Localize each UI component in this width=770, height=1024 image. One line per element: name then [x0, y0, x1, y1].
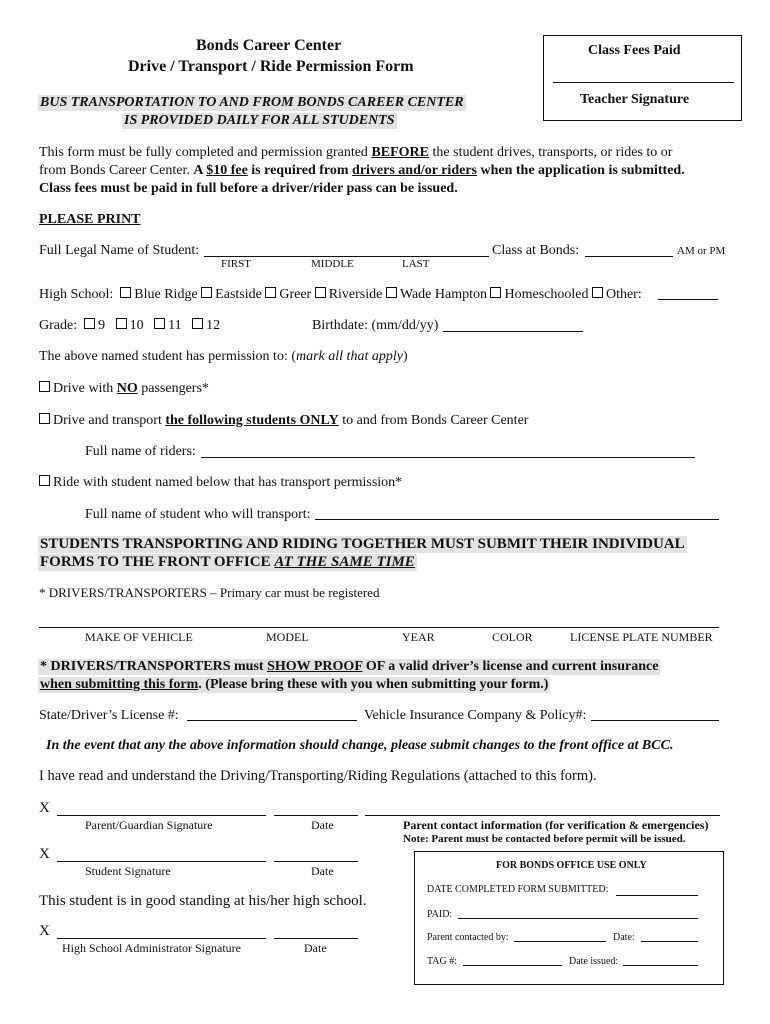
checkbox-icon: [154, 318, 165, 329]
high-school-row: [39, 287, 642, 303]
student-date-caption: Date: [311, 864, 334, 878]
permission-intro: The above named student has permission to: (mark all that apply): [39, 349, 408, 364]
form-org-title: Bonds Career Center: [196, 37, 342, 54]
am-pm-caption: AM or PM: [677, 245, 726, 257]
transporter-field[interactable]: [315, 519, 719, 520]
admin-x-mark: X: [39, 923, 50, 939]
checkbox-icon: [265, 287, 276, 298]
change-notice: In the event that any the above information should change, please submit changes to the front office at BCC.: [46, 738, 674, 753]
checkbox-icon: [116, 318, 127, 329]
admin-date-field[interactable]: [274, 938, 358, 939]
grade-option-12[interactable]: 12: [192, 318, 220, 333]
together-notice-line1: STUDENTS TRANSPORTING AND RIDING TOGETHER MUST SUBMIT THEIR INDIVIDUAL: [40, 536, 685, 552]
admin-signature-field[interactable]: [57, 938, 266, 939]
office-use-title: FOR BONDS OFFICE USE ONLY: [496, 860, 647, 871]
birthdate-label: Birthdate: (mm/dd/yy): [312, 318, 439, 333]
class-at-bonds-label: Class at Bonds:: [492, 243, 580, 258]
checkbox-icon: [39, 413, 50, 424]
insurance-field[interactable]: [591, 720, 719, 721]
student-name-field[interactable]: [204, 256, 489, 257]
hs-option-greer[interactable]: Greer: [265, 287, 311, 302]
grade-option-9[interactable]: 9: [84, 318, 105, 333]
student-signature-field[interactable]: [57, 861, 266, 862]
intro-line2: from Bonds Career Center. A $10 fee is required from drivers and/or riders when the application is submitted.: [39, 163, 685, 178]
teacher-signature-line[interactable]: [553, 82, 734, 83]
license-label: State/Driver’s License #:: [39, 708, 179, 723]
drive-no-passengers-option[interactable]: Drive with NO passengers*: [39, 381, 209, 397]
fee-emphasis: $10 fee: [206, 163, 248, 178]
checkbox-icon: [39, 381, 50, 392]
contacted-date-field[interactable]: [641, 941, 698, 942]
middle-caption: MIDDLE: [311, 258, 354, 270]
hs-option-blue-ridge[interactable]: Blue Ridge: [120, 287, 197, 302]
high-school-label: High School:: [39, 287, 114, 302]
paid-label: PAID:: [427, 909, 453, 920]
riders-label: Full name of riders:: [85, 444, 196, 459]
together-notice-line2: FORMS TO THE FRONT OFFICE AT THE SAME TIME: [40, 554, 415, 570]
riders-field[interactable]: [201, 457, 695, 458]
teacher-signature-label: Teacher Signature: [580, 92, 690, 107]
date-issued-field[interactable]: [623, 965, 698, 966]
class-fees-box: [543, 35, 742, 121]
checkbox-icon: [84, 318, 95, 329]
checkbox-icon: [386, 287, 397, 298]
drive-and-transport-option[interactable]: Drive and transport the following students ONLY to and from Bonds Career Center: [39, 413, 528, 429]
transporter-label: Full name of student who will transport:: [85, 507, 311, 522]
parent-contact-field[interactable]: [365, 815, 720, 816]
grade-row: [39, 318, 220, 334]
vehicle-col-year: YEAR: [402, 630, 435, 644]
birthdate-field[interactable]: [443, 331, 583, 332]
hs-option-wade-hampton[interactable]: Wade Hampton: [386, 287, 487, 302]
parent-date-field[interactable]: [274, 815, 358, 816]
student-signature-caption: Student Signature: [85, 864, 171, 878]
checkbox-icon: [201, 287, 212, 298]
regulations-statement: I have read and understand the Driving/Transporting/Riding Regulations (attached to this form).: [39, 768, 597, 784]
vehicle-col-color: COLOR: [492, 630, 533, 644]
vehicle-info-field[interactable]: [39, 627, 719, 628]
license-field[interactable]: [187, 720, 357, 721]
last-caption: LAST: [402, 258, 430, 270]
checkbox-icon: [39, 475, 50, 486]
first-caption: FIRST: [221, 258, 251, 270]
intro-line1: This form must be fully completed and permission granted BEFORE the student drives, transports, or rides to or: [39, 145, 673, 160]
student-name-label: Full Legal Name of Student:: [39, 243, 200, 258]
checkbox-icon: [120, 287, 131, 298]
grade-option-11[interactable]: 11: [154, 318, 181, 333]
vehicle-col-model: MODEL: [266, 630, 309, 644]
student-x-mark: X: [39, 846, 50, 862]
intro-line3: Class fees must be paid in full before a driver/rider pass can be issued.: [39, 181, 458, 196]
parent-x-mark: X: [39, 800, 50, 816]
tag-label: TAG #:: [427, 956, 458, 967]
parent-contacted-field[interactable]: [514, 941, 606, 942]
parent-signature-field[interactable]: [57, 815, 266, 816]
parent-signature-caption: Parent/Guardian Signature: [85, 818, 213, 832]
vehicle-col-make: MAKE OF VEHICLE: [85, 630, 193, 644]
ride-with-student-option[interactable]: Ride with student named below that has transport permission*: [39, 475, 402, 491]
date-completed-label: DATE COMPLETED FORM SUBMITTED:: [427, 884, 609, 895]
hs-option-homeschooled[interactable]: Homeschooled: [490, 287, 588, 302]
checkbox-icon: [490, 287, 501, 298]
other-school-field[interactable]: [658, 299, 718, 300]
please-print-heading: PLEASE PRINT: [39, 212, 141, 227]
hs-option-riverside[interactable]: Riverside: [315, 287, 383, 302]
proof-notice-line1: * DRIVERS/TRANSPORTERS must SHOW PROOF OF a valid driver’s license and current insurance: [40, 659, 659, 674]
office-use-box: [414, 851, 724, 985]
before-emphasis: BEFORE: [371, 145, 430, 160]
tag-field[interactable]: [463, 965, 562, 966]
insurance-label: Vehicle Insurance Company & Policy#:: [364, 708, 587, 723]
parent-contact-caption: Parent contact information (for verification & emergencies): [403, 818, 709, 832]
admin-signature-caption: High School Administrator Signature: [62, 941, 241, 955]
hs-option-other[interactable]: Other:: [592, 287, 642, 302]
checkbox-icon: [192, 318, 203, 329]
good-standing-statement: This student is in good standing at his/her high school.: [39, 893, 367, 909]
proof-notice-line2: when submitting this form. (Please bring these with you when submitting your form.): [40, 677, 549, 692]
hs-option-eastside[interactable]: Eastside: [201, 287, 262, 302]
checkbox-icon: [315, 287, 326, 298]
contacted-date-label: Date:: [613, 932, 635, 943]
student-date-field[interactable]: [274, 861, 358, 862]
form-title: Drive / Transport / Ride Permission Form: [128, 58, 414, 75]
paid-field[interactable]: [458, 918, 698, 919]
parent-contacted-label: Parent contacted by:: [427, 932, 509, 943]
grade-option-10[interactable]: 10: [116, 318, 144, 333]
vehicle-note: * DRIVERS/TRANSPORTERS – Primary car must be registered: [39, 585, 380, 600]
checkbox-icon: [592, 287, 603, 298]
bus-notice-line2: IS PROVIDED DAILY FOR ALL STUDENTS: [124, 113, 395, 128]
grade-label: Grade:: [39, 318, 78, 333]
admin-date-caption: Date: [304, 941, 327, 955]
parent-date-caption: Date: [311, 818, 334, 832]
class-fees-label: Class Fees Paid: [588, 43, 681, 58]
class-at-bonds-field[interactable]: [585, 256, 673, 257]
vehicle-col-plate: LICENSE PLATE NUMBER: [570, 630, 713, 644]
date-completed-field[interactable]: [616, 895, 698, 896]
bus-notice-line1: BUS TRANSPORTATION TO AND FROM BONDS CAREER CENTER: [40, 95, 464, 110]
date-issued-label: Date issued:: [569, 956, 619, 967]
parent-contact-note: Note: Parent must be contacted before permit will be issued.: [403, 833, 686, 845]
